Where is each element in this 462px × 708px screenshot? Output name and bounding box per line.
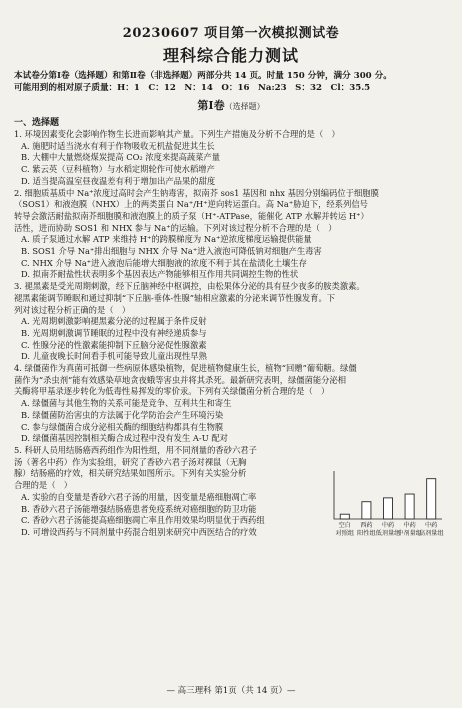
q2-option-b: B. SOS1 介导 Na⁺排出细胞与 NHX 介导 Na⁺进入液泡可降低钠对细胞产生毒害 bbox=[21, 246, 322, 257]
q5-option-b: B. 香砂六君子汤能增强结肠癌患者免疫系统对癌细胞的防卫功能 bbox=[21, 503, 257, 514]
q4-option-b: B. 绿僵菌防治害虫的方法属于化学防治会产生环境污染 bbox=[21, 409, 224, 420]
chart-tick-label: 中药 bbox=[425, 521, 438, 529]
part-label: 一、选择题 bbox=[14, 118, 60, 128]
q5-option-d: D. 可增设西药与不同剂量中药混合组别来研究中西医结合的疗效 bbox=[21, 526, 257, 537]
q3-stem-line: 列对该过程分析正确的是（ ） bbox=[14, 304, 131, 315]
chart-bar bbox=[427, 479, 436, 519]
q4-option-d: D. 绿僵菌基因控制相关酶合成过程中没有发生 A-U 配对 bbox=[21, 433, 228, 444]
chart-tick-label: 中药 bbox=[403, 521, 416, 529]
q3-stem-line: 3. 褪黑素是受光周期刺激，经下丘脑神经中枢调控，由松果体分泌的具有昼少夜多的胺类激素。 bbox=[14, 281, 365, 292]
q5-stem-line: 5. 科研人员用结肠癌西药组作为阳性组，用不同剂量的香砂六君子 bbox=[14, 444, 257, 455]
q2-stem-line: 活性，进而协助 SOS1 和 NHX 参与 Na⁺的运输。下列对该过程分析不合理的是（ ） bbox=[14, 222, 337, 233]
q4-stem-line: 关酶将甲基录逐步转化为低毒性易挥发的零价汞。下列有关绿僵菌分析合理的是（ ） bbox=[14, 386, 330, 397]
exam-info-line: 本试卷分第Ⅰ卷（选择题）和第Ⅱ卷（非选择题）两部分共 14 页。时量 150 分钟，满分 300 分。 bbox=[14, 71, 392, 81]
q5-stem-line: 合理的是（ ） bbox=[14, 480, 73, 491]
q3-option-a: A. 光周期刺激影响褪黑素分泌的过程属于条件反射 bbox=[21, 316, 207, 327]
atomic-mass-line: 可能用到的相对原子质量：H：1 C：12 N：14 O：16 Na:23 S：32 Cl：35.5 bbox=[14, 83, 371, 93]
chart-tick-label: 空白 bbox=[338, 521, 351, 529]
q3-option-b: B. 光周期刺激调节睡眠的过程中没有神经递质参与 bbox=[21, 327, 207, 338]
q2-stem-line: （SOS1）和液泡膜（NHX）上的两类蛋白 Na⁺/H⁺逆向转运蛋白。高 Na⁺胁迫下，经系列信号 bbox=[14, 199, 368, 210]
q5-bar-chart bbox=[326, 467, 446, 542]
chart-bar bbox=[405, 494, 414, 519]
section-sub: （选择题） bbox=[224, 102, 265, 111]
q4-option-c: C. 参与绿僵菌合成分泌相关酶的细胞结构都具有生物膜 bbox=[21, 421, 224, 432]
q4-option-a: A. 绿僵菌与其他生物的关系可能是竞争、互利共生和寄生 bbox=[21, 398, 232, 409]
q2-stem-line: 转导会激活耐盐拟南芥细胞膜和液泡膜上的质子泵（H⁺-ATPase，能催化 ATP 水解并转运 H⁺） bbox=[14, 210, 369, 221]
q1-option-d: D. 适当提高温室昼夜温差有利于增加出产品果的甜度 bbox=[21, 175, 216, 186]
q3-option-d: D. 儿童夜晚长时间看手机可能导致儿童出现性早熟 bbox=[21, 351, 207, 362]
q5-stem-line: 腺）结肠癌的疗效，相关研究结果如图所示。下列有关实验分析 bbox=[14, 468, 247, 479]
chart-bar bbox=[362, 502, 371, 519]
q5-option-c: C. 香砂六君子汤能提高癌细胞凋亡率且作用效果均明显优于西药组 bbox=[21, 515, 265, 526]
chart-tick-label: 中剂量组 bbox=[397, 529, 422, 537]
exam-subtitle: 理科综合能力测试 bbox=[162, 46, 299, 65]
q1-stem: 1. 环境因素变化会影响作物生长进而影响其产量。下列生产措施及分析不合理的是（ ） bbox=[14, 129, 340, 139]
q1-option-c: C. 紫云英（豆科植物）与水稻定期轮作可使水稻增产 bbox=[21, 164, 215, 175]
chart-bar bbox=[340, 514, 349, 519]
q1-option-b: B. 大棚中大量燃烧煤炭提高 CO₂ 浓度来提高蔬菜产量 bbox=[21, 152, 221, 163]
q3-option-c: C. 性腺分泌的性激素能抑制下丘脑分泌促性腺激素 bbox=[21, 339, 207, 350]
chart-tick-label: 高剂量组 bbox=[418, 529, 444, 537]
chart-tick-label: 西药 bbox=[360, 521, 373, 529]
chart-tick-label: 对照组 bbox=[335, 529, 355, 537]
q4-stem-line: 4. 绿僵菌作为真菌可抵御一些病原体感染植物，促进植物健康生长，植物“回赠”葡萄糖。绿僵 bbox=[14, 363, 357, 374]
q4-stem-line: 菌作为“杀虫剂”能有效感染草地贪夜蛾等害虫并将其杀死。最新研究表明，绿僵菌能分泌相 bbox=[14, 374, 347, 385]
q1-option-a: A. 施肥时适当浇水有利于作物吸收无机盐促进其生长 bbox=[21, 140, 215, 151]
q2-stem-line: 2. 细胞质基质中 Na⁺浓度过高时会产生钠毒害，拟南芥 sos1 基因和 nhx 基因分别编码位于细胞膜 bbox=[14, 187, 379, 198]
q2-option-d: D. 拟南芥耐盐性状表明多个基因表达产物能够相互作用共同调控生物的性状 bbox=[21, 269, 299, 280]
q5-stem bbox=[14, 445, 314, 492]
q2-option-c: C. NHX 介导 Na⁺进入液泡后能增大细胞液的浓度不利于其在盐渍化土壤生存 bbox=[21, 257, 307, 268]
q5-option-a: A. 实验的自变量是香砂六君子汤的用量，因变量是癌细胞凋亡率 bbox=[21, 491, 257, 502]
q2-option-a: A. 质子泵通过水解 ATP 来维持 H⁺的跨膜梯度为 Na⁺逆浓度梯度运输提供能量 bbox=[21, 234, 312, 245]
page-footer: — 高三理科 第1页（共 14 页）— bbox=[166, 686, 296, 696]
q5-stem-line: 汤（著名中药）作为实验组，研究了香砂六君子汤对裸鼠（无胸 bbox=[14, 456, 247, 467]
q5-block bbox=[14, 445, 448, 539]
chart-tick-label: 阳性组 bbox=[357, 529, 376, 537]
chart-bar bbox=[383, 498, 392, 519]
exam-title: 20230607 项目第一次模拟测试卷 bbox=[122, 26, 340, 41]
section-title: 第Ⅰ卷 bbox=[197, 99, 225, 112]
chart-tick-label: 中药 bbox=[381, 521, 395, 529]
q3-stem-line: 褪黑素能调节睡眠和通过抑制“下丘脑-垂体-性腺”轴相应激素的分泌来调节性腺发育。下 bbox=[14, 292, 336, 303]
chart-tick-label: 低剂量组 bbox=[375, 529, 401, 537]
section-heading bbox=[14, 97, 448, 113]
